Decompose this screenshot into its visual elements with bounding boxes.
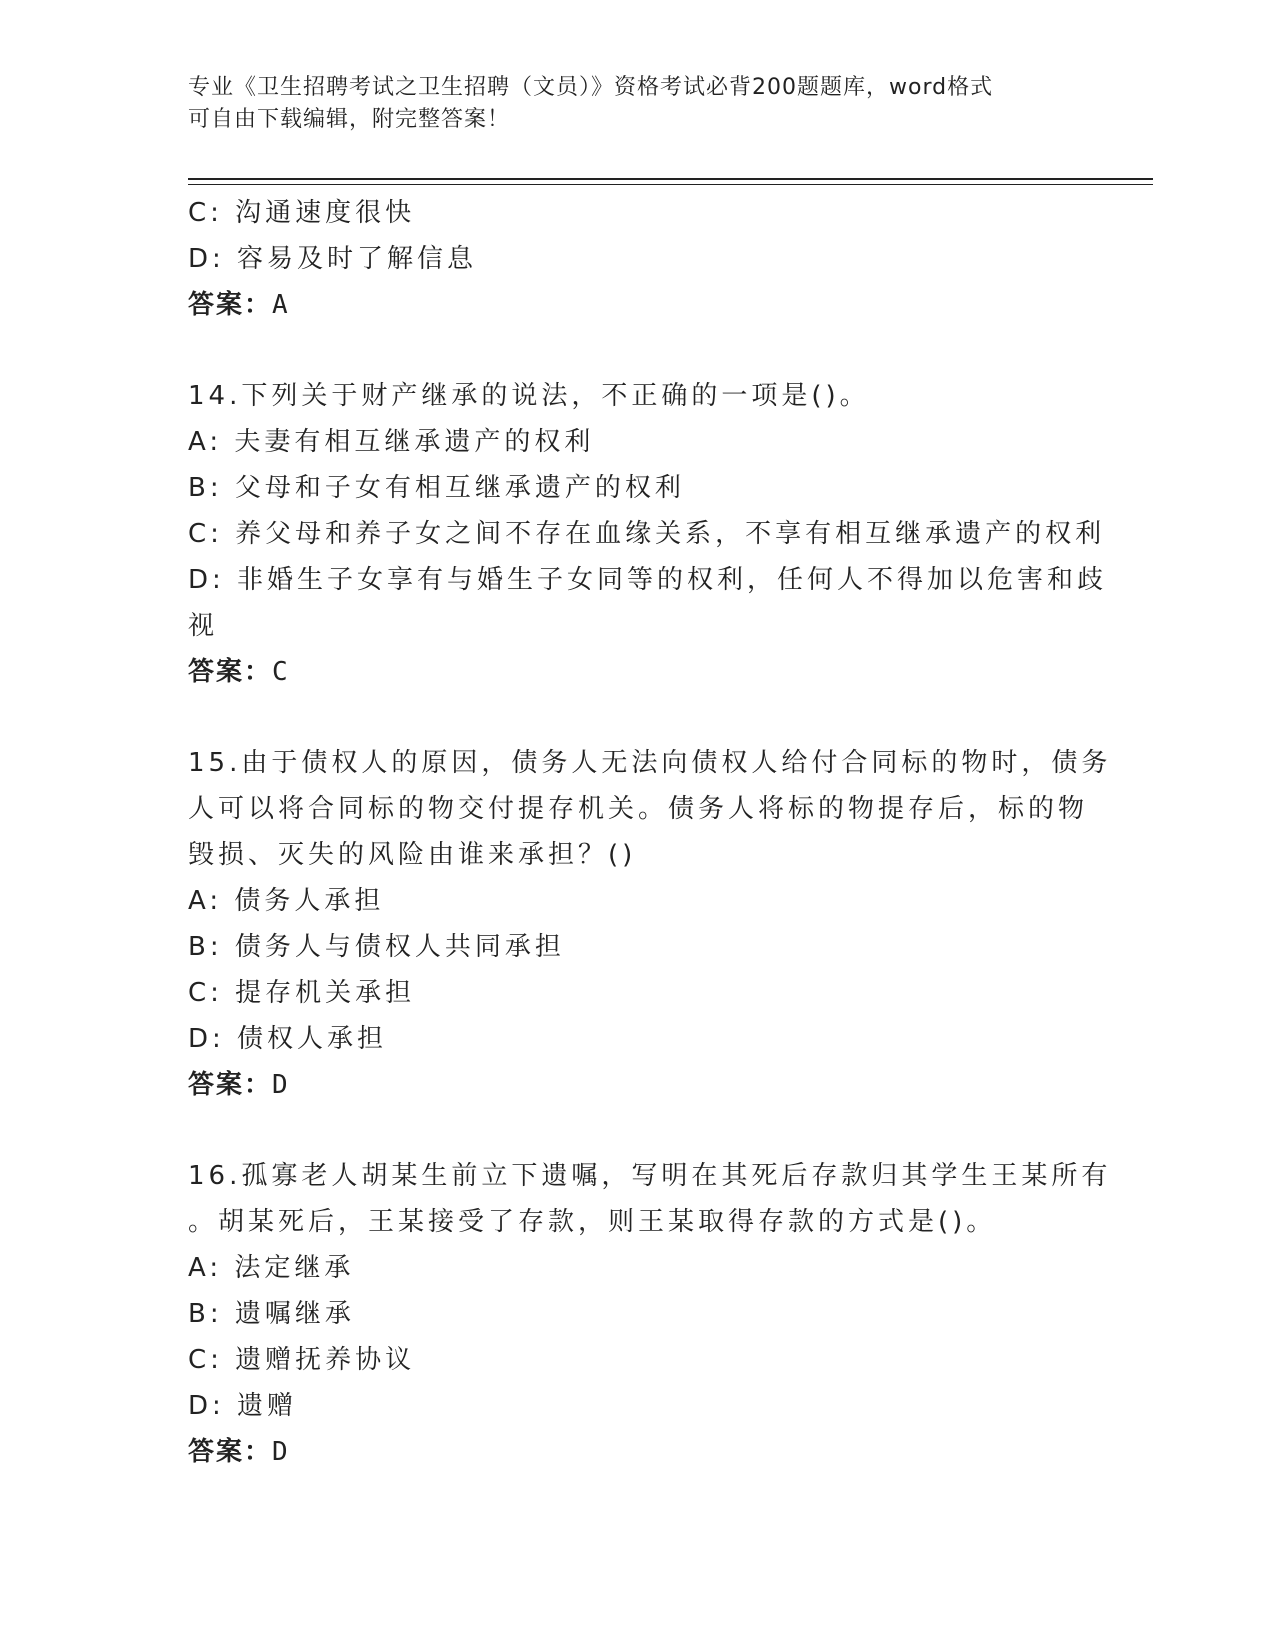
answer-label: 答案： xyxy=(188,1070,273,1100)
answer-line xyxy=(188,1429,1088,1475)
header-rule-thin xyxy=(188,184,1153,185)
question-15 xyxy=(188,740,1112,1108)
question-text: 14.下列关于财产继承的说法，不正确的一项是()。 xyxy=(188,381,870,411)
option-b: B: 遗嘱继承 xyxy=(188,1299,355,1329)
option-c: C: 沟通速度很快 xyxy=(188,198,416,228)
answer-label: 答案： xyxy=(188,1437,273,1467)
option-d-continued: 视 xyxy=(188,611,219,641)
question-text-line-1: 15.由于债权人的原因，债务人无法向债权人给付合同标的物时，债务 xyxy=(188,748,1112,778)
option-c: C: 养父母和养子女之间不存在血缘关系，不享有相互继承遗产的权利 xyxy=(188,519,1106,549)
option-b: B: 父母和子女有相互继承遗产的权利 xyxy=(188,473,685,503)
question-fragment xyxy=(188,190,1088,328)
question-14 xyxy=(188,373,1108,695)
option-d: D: 非婚生子女享有与婚生子女同等的权利，任何人不得加以危害和歧 xyxy=(188,565,1108,595)
question-16 xyxy=(188,1153,1112,1475)
document-header xyxy=(188,72,1088,136)
option-b: B: 债务人与债权人共同承担 xyxy=(188,932,565,962)
question-text-line-3: 毁损、灭失的风险由谁来承担？() xyxy=(188,840,637,870)
question-text-line-1: 16.孤寡老人胡某生前立下遗嘱，写明在其死后存款归其学生王某所有 xyxy=(188,1161,1112,1191)
answer-value: D xyxy=(272,1070,290,1100)
answer-value: C xyxy=(272,657,290,687)
option-a: A: 法定继承 xyxy=(188,1253,355,1283)
question-text-line-2: 人可以将合同标的物交付提存机关。债务人将标的物提存后，标的物 xyxy=(188,794,1089,824)
header-line-1: 专业《卫生招聘考试之卫生招聘（文员）》资格考试必背200题题库，word格式 xyxy=(188,75,994,100)
option-a: A: 债务人承担 xyxy=(188,886,385,916)
option-c: C: 遗赠抚养协议 xyxy=(188,1345,416,1375)
answer-line xyxy=(188,649,1088,695)
answer-label: 答案： xyxy=(188,657,273,687)
question-content xyxy=(188,190,1112,1475)
answer-line xyxy=(188,282,1088,328)
option-d: D: 容易及时了解信息 xyxy=(188,244,478,274)
option-d: D: 遗赠 xyxy=(188,1391,298,1421)
header-rule-thick xyxy=(188,178,1153,180)
question-text-line-2: 。胡某死后，王某接受了存款，则王某取得存款的方式是()。 xyxy=(188,1207,997,1237)
option-d: D: 债权人承担 xyxy=(188,1024,388,1054)
answer-value: D xyxy=(272,1437,290,1467)
answer-label: 答案： xyxy=(188,290,273,320)
answer-line xyxy=(188,1062,1088,1108)
option-a: A: 夫妻有相互继承遗产的权利 xyxy=(188,427,595,457)
answer-value: A xyxy=(272,290,290,320)
header-line-2: 可自由下载编辑，附完整答案！ xyxy=(188,107,511,132)
option-c: C: 提存机关承担 xyxy=(188,978,416,1008)
